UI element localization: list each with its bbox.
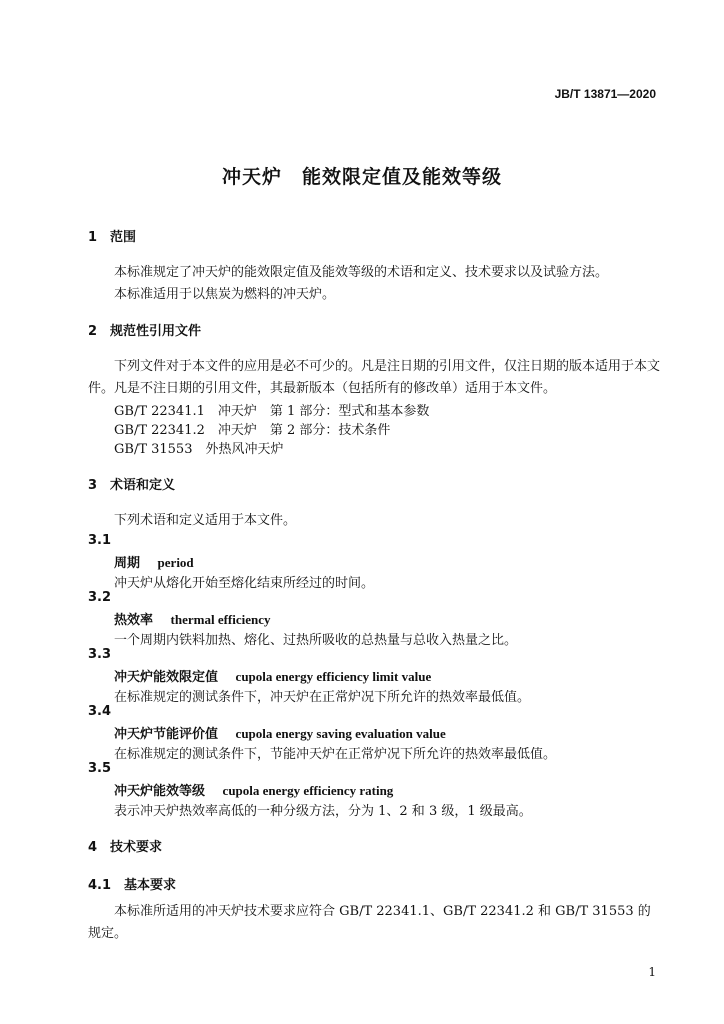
page-number: 1 <box>648 965 656 979</box>
term-name-en: cupola energy efficiency rating <box>222 783 394 798</box>
term-name-zh: 周期 <box>114 556 141 571</box>
term-number: 3.1 <box>88 533 112 548</box>
reference-item: GB/T 22341.2 冲天炉 第 2 部分：技术条件 <box>114 423 391 438</box>
term-name <box>114 609 271 628</box>
section-4-1-paragraph: 本标准所适用的冲天炉技术要求应符合 GB/T 22341.1、GB/T 22341.2 和 GB/T 31553 的规定。 <box>88 904 651 941</box>
term-number: 3.5 <box>88 761 112 776</box>
section-3-intro: 下列术语和定义适用于本文件。 <box>114 513 297 528</box>
term-name-en: cupola energy saving evaluation value <box>235 726 446 741</box>
section-2-heading: 2 规范性引用文件 <box>88 324 202 339</box>
section-3-heading: 3 术语和定义 <box>88 478 176 493</box>
reference-item: GB/T 22341.1 冲天炉 第 1 部分：型式和基本参数 <box>114 404 430 419</box>
term-name-zh: 冲天炉能效限定值 <box>114 670 219 685</box>
section-1-heading: 1 范围 <box>88 230 137 245</box>
term-definition: 在标准规定的测试条件下，节能冲天炉在正常炉况下所允许的热效率最低值。 <box>114 747 557 762</box>
term-number: 3.2 <box>88 590 112 605</box>
term-name <box>114 723 446 742</box>
term-name-en: period <box>157 555 194 570</box>
term-name-en: thermal efficiency <box>170 612 271 627</box>
subsection-4-1-heading: 4.1 基本要求 <box>88 878 177 893</box>
term-name <box>114 666 431 685</box>
term-definition: 一个周期内铁料加热、熔化、过热所吸收的总热量与总收入热量之比。 <box>114 633 518 648</box>
term-number: 3.3 <box>88 647 112 662</box>
section-1-paragraph-1: 本标准规定了冲天炉的能效限定值及能效等级的术语和定义、技术要求以及试验方法。 <box>114 265 609 280</box>
document-title: 冲天炉 能效限定值及能效等级 <box>221 166 502 188</box>
term-definition: 表示冲天炉热效率高低的一种分级方法，分为 1、2 和 3 级，1 级最高。 <box>114 804 532 819</box>
term-name-zh: 冲天炉节能评价值 <box>114 727 219 742</box>
term-name <box>114 780 393 799</box>
term-definition: 在标准规定的测试条件下，冲天炉在正常炉况下所允许的热效率最低值。 <box>114 690 531 705</box>
section-2-intro: 下列文件对于本文件的应用是必不可少的。凡是注日期的引用文件，仅注日期的版本适用于本文件。凡是不注日期的引用文件，其最新版本（包括所有的修改单）适用于本文件。 <box>88 359 661 396</box>
term-name-en: cupola energy efficiency limit value <box>235 669 432 684</box>
term-name-zh: 冲天炉能效等级 <box>114 784 206 799</box>
standard-code: JB/T 13871—2020 <box>554 87 656 101</box>
section-1-paragraph-2: 本标准适用于以焦炭为燃料的冲天炉。 <box>114 287 336 302</box>
reference-item: GB/T 31553 外热风冲天炉 <box>114 442 284 457</box>
term-definition: 冲天炉从熔化开始至熔化结束所经过的时间。 <box>114 576 375 591</box>
term-name-zh: 热效率 <box>114 613 154 628</box>
term-number: 3.4 <box>88 704 112 719</box>
section-4-heading: 4 技术要求 <box>88 840 163 855</box>
term-name <box>114 552 194 571</box>
